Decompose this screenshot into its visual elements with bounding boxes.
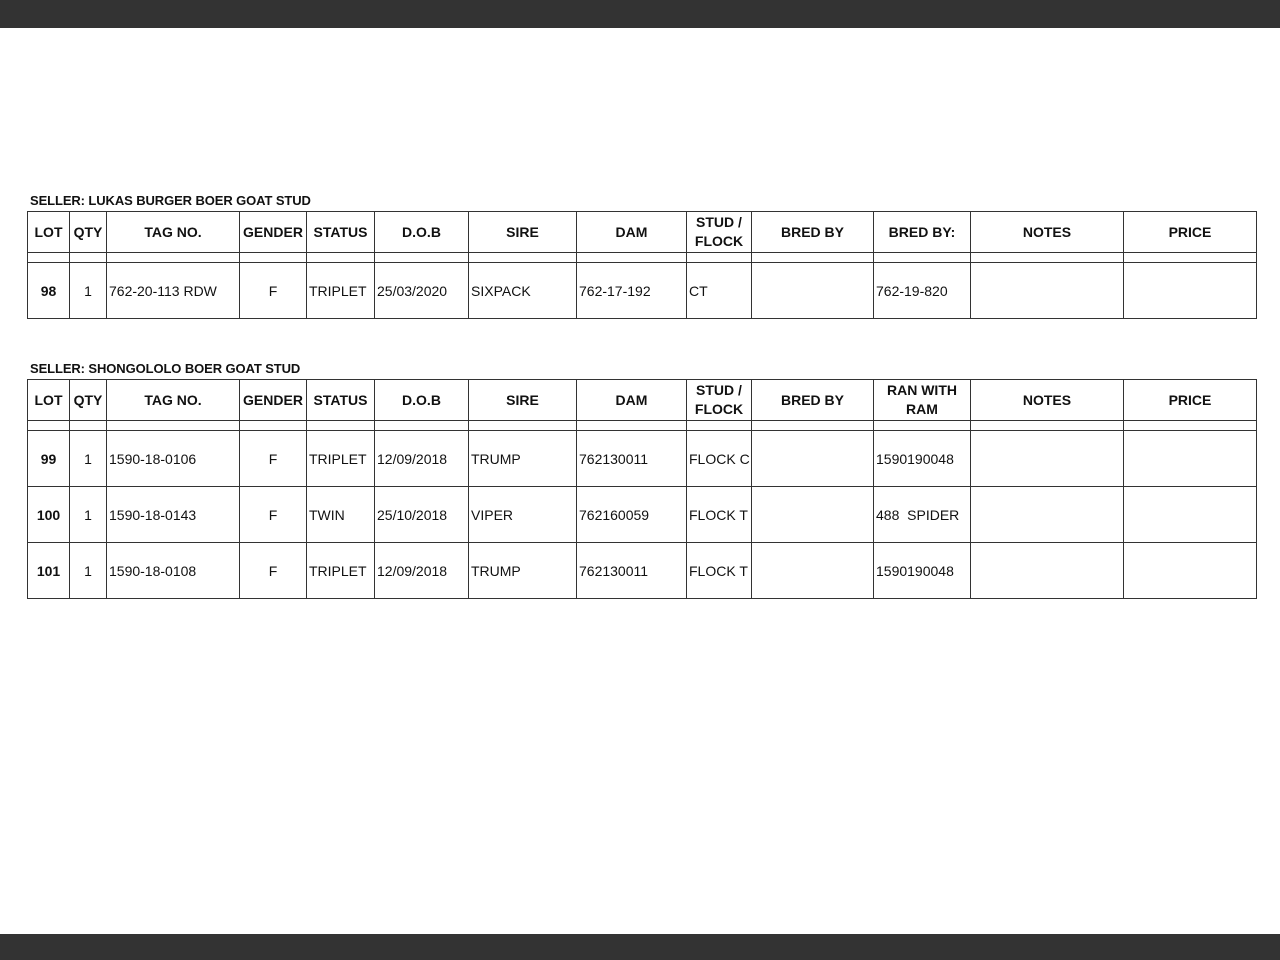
viewer-bottom-bar: [0, 934, 1280, 960]
column-header-stud-flock: STUD / FLOCK: [687, 212, 752, 253]
column-header-tag: TAG NO.: [107, 380, 240, 421]
notes-cell: [971, 487, 1124, 543]
lot-table: [27, 379, 1257, 599]
dam-cell: 762130011: [577, 543, 687, 599]
status-cell: TRIPLET: [307, 543, 375, 599]
bred-by-cell: [752, 263, 874, 319]
bred-by-cell: [752, 543, 874, 599]
stud-flock-cell: FLOCK T: [687, 543, 752, 599]
column-header-sire: SIRE: [469, 380, 577, 421]
dob-cell: 12/09/2018: [375, 431, 469, 487]
table-row: [28, 431, 1257, 487]
column-header-price: PRICE: [1124, 212, 1257, 253]
stud-flock-cell: CT: [687, 263, 752, 319]
status-cell: TWIN: [307, 487, 375, 543]
status-cell: TRIPLET: [307, 263, 375, 319]
dob-cell: 25/10/2018: [375, 487, 469, 543]
status-cell: TRIPLET: [307, 431, 375, 487]
column-header-bred-by: BRED BY: [752, 212, 874, 253]
column-header-status: STATUS: [307, 380, 375, 421]
column-header-price: PRICE: [1124, 380, 1257, 421]
column-header-stud-flock: STUD / FLOCK: [687, 380, 752, 421]
price-cell: [1124, 431, 1257, 487]
table-header-row: [28, 212, 1257, 253]
stud-flock-cell: FLOCK T: [687, 487, 752, 543]
column-header-dam: DAM: [577, 212, 687, 253]
lot-cell: 101: [28, 543, 70, 599]
column-header-bred-by-2: BRED BY:: [874, 212, 971, 253]
gender-cell: F: [240, 487, 307, 543]
column-header-sire: SIRE: [469, 212, 577, 253]
notes-cell: [971, 431, 1124, 487]
seller-title: SELLER: LUKAS BURGER BOER GOAT STUD: [30, 193, 311, 208]
column-header-dam: DAM: [577, 380, 687, 421]
column-header-status: STATUS: [307, 212, 375, 253]
lot-cell: 99: [28, 431, 70, 487]
column-header-dob: D.O.B: [375, 380, 469, 421]
lot-table: [27, 211, 1257, 319]
qty-cell: 1: [70, 543, 107, 599]
bred-by-cell: [752, 431, 874, 487]
column-header-lot: LOT: [28, 380, 70, 421]
price-cell: [1124, 263, 1257, 319]
bred-by-2-cell: 762-19-820: [874, 263, 971, 319]
table-row: [28, 263, 1257, 319]
viewer-top-bar: [0, 0, 1280, 28]
sire-cell: VIPER: [469, 487, 577, 543]
dob-cell: 25/03/2020: [375, 263, 469, 319]
tag-cell: 1590-18-0108: [107, 543, 240, 599]
sire-cell: TRUMP: [469, 431, 577, 487]
table-header-row: [28, 380, 1257, 421]
qty-cell: 1: [70, 431, 107, 487]
table-row: [28, 543, 1257, 599]
gender-cell: F: [240, 431, 307, 487]
sire-cell: SIXPACK: [469, 263, 577, 319]
column-header-gender: GENDER: [240, 380, 307, 421]
dob-cell: 12/09/2018: [375, 543, 469, 599]
column-header-ran-with-ram: RAN WITH RAM: [874, 380, 971, 421]
bred-by-cell: [752, 487, 874, 543]
column-header-qty: QTY: [70, 212, 107, 253]
column-header-bred-by: BRED BY: [752, 380, 874, 421]
tag-cell: 1590-18-0106: [107, 431, 240, 487]
notes-cell: [971, 543, 1124, 599]
dam-cell: 762130011: [577, 431, 687, 487]
tag-cell: 1590-18-0143: [107, 487, 240, 543]
stud-flock-cell: FLOCK C: [687, 431, 752, 487]
column-header-tag: TAG NO.: [107, 212, 240, 253]
column-header-lot: LOT: [28, 212, 70, 253]
seller-title: SELLER: SHONGOLOLO BOER GOAT STUD: [30, 361, 301, 376]
spacer-row: [28, 253, 1257, 263]
column-header-notes: NOTES: [971, 380, 1124, 421]
sire-cell: TRUMP: [469, 543, 577, 599]
spacer-row: [28, 421, 1257, 431]
table-row: [28, 487, 1257, 543]
ran-with-ram-cell: 1590190048: [874, 543, 971, 599]
tag-cell: 762-20-113 RDW: [107, 263, 240, 319]
qty-cell: 1: [70, 263, 107, 319]
notes-cell: [971, 263, 1124, 319]
ran-with-ram-cell: 488 SPIDER: [874, 487, 971, 543]
gender-cell: F: [240, 543, 307, 599]
qty-cell: 1: [70, 487, 107, 543]
column-header-qty: QTY: [70, 380, 107, 421]
price-cell: [1124, 487, 1257, 543]
column-header-gender: GENDER: [240, 212, 307, 253]
lot-cell: 98: [28, 263, 70, 319]
ran-with-ram-cell: 1590190048: [874, 431, 971, 487]
column-header-dob: D.O.B: [375, 212, 469, 253]
dam-cell: 762-17-192: [577, 263, 687, 319]
gender-cell: F: [240, 263, 307, 319]
price-cell: [1124, 543, 1257, 599]
dam-cell: 762160059: [577, 487, 687, 543]
column-header-notes: NOTES: [971, 212, 1124, 253]
lot-cell: 100: [28, 487, 70, 543]
